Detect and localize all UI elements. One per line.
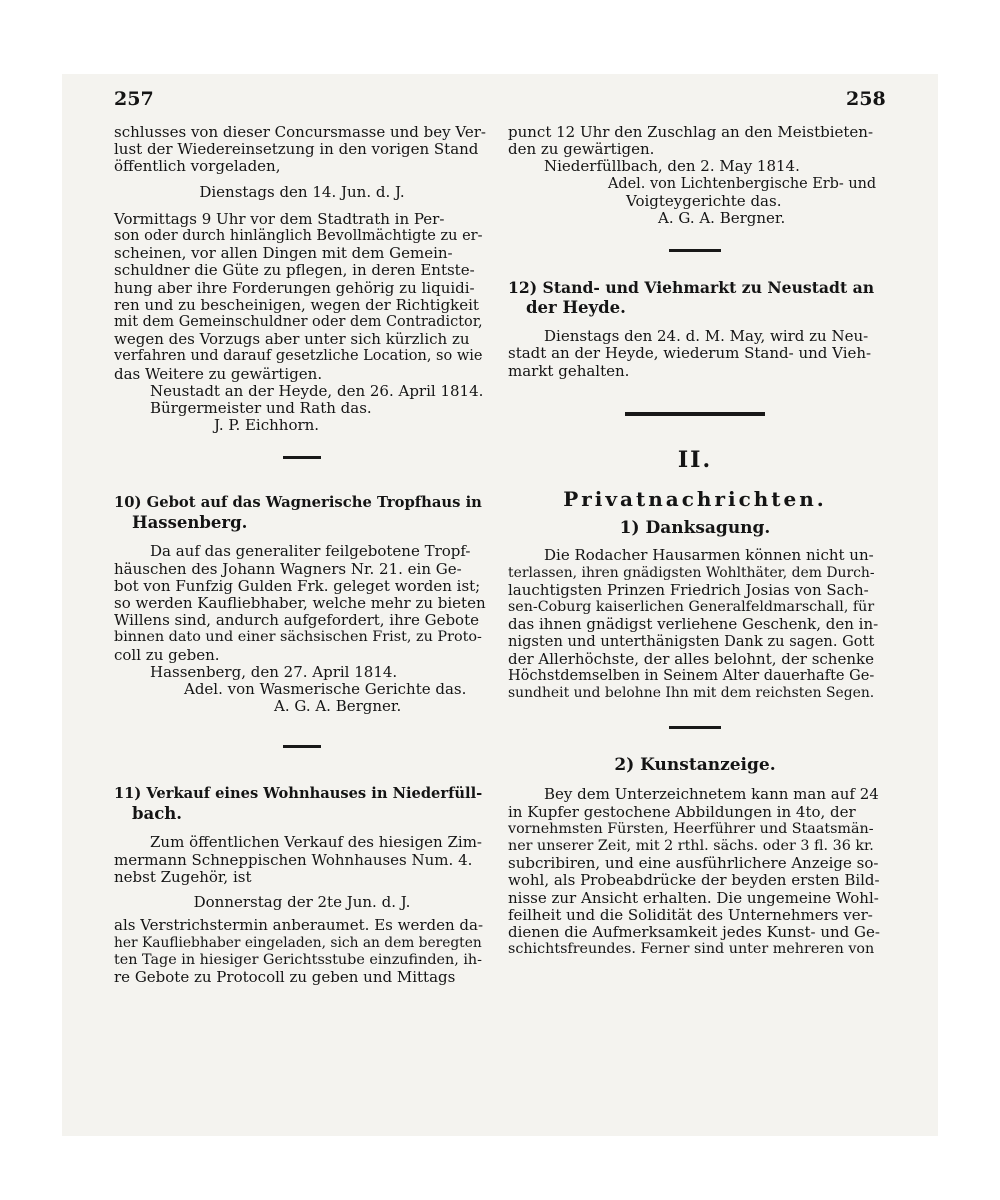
section-title-line: 11) Verkauf eines Wohnhauses in Niederfüll-: [114, 785, 483, 803]
section-title-line: der Heyde.: [526, 298, 626, 318]
text-line: sundheit und belohne Ihn mit dem reichsten Segen.: [508, 685, 875, 702]
section-11-title: [114, 784, 490, 824]
text-line: ner unserer Zeit, mit 2 rthl. sächs. oder 3 fl. 36 kr.: [508, 838, 874, 855]
text-line: terlassen, ihren gnädigsten Wohlthäter, dem Durch-: [508, 564, 875, 581]
text-line: her Kaufliebhaber eingeladen, sich an dem beregten: [114, 934, 482, 951]
section-title-line: 12) Stand- und Viehmarkt zu Neustadt an: [508, 278, 875, 298]
text-line: nebst Zugehör, ist: [114, 867, 252, 886]
text-line: Die Rodacher Hausarmen können nicht un-: [544, 546, 874, 565]
section-11-body-continued: [114, 917, 490, 986]
text-line: bot von Funfzig Gulden Frk. geleget worden ist;: [114, 576, 481, 595]
text-line: Höchstdemselben in Seinem Alter dauerhafte Ge-: [508, 667, 875, 684]
authority: Adel. von Wasmerische Gerichte das.: [184, 680, 467, 699]
text-line: ten Tage in hiesiger Gerichtsstube einzufinden, ih-: [114, 951, 483, 968]
subsection-title: 1) Danksagung.: [619, 518, 771, 539]
text-line: öffentlich vorgeladen,: [114, 157, 281, 176]
signature: J. P. Eichhorn.: [214, 416, 320, 435]
right-column: [508, 124, 882, 959]
intro-paragraph: [114, 124, 490, 176]
section-10-body: [114, 543, 490, 663]
separator-rule-long: [625, 412, 765, 416]
part-numeral: II.: [677, 446, 713, 473]
kunstanzeige-body: [508, 786, 882, 958]
authority: Bürgermeister und Rath das.: [150, 399, 372, 418]
text-line: schuldner die Güte zu pflegen, in deren Entste-: [114, 261, 475, 280]
section-title-line: bach.: [132, 804, 183, 824]
text-line: als Verstrichstermin anberaumet. Es werden da-: [114, 916, 484, 935]
page-number-left: 257: [114, 88, 154, 110]
text-line: mit dem Gemeinschuldner oder dem Contradictor,: [114, 314, 483, 331]
subsection-title: 2) Kunstanzeige.: [614, 755, 776, 776]
text-line: subcribiren, und eine ausführlichere Anzeige so-: [508, 854, 879, 873]
section-12-body: [508, 328, 882, 380]
authority: Adel. von Lichtenbergische Erb- und: [608, 175, 877, 192]
place-date: Niederfüllbach, den 2. May 1814.: [544, 157, 800, 176]
text-line: vornehmsten Fürsten, Heerführer und Staatsmän-: [508, 820, 874, 837]
body-paragraph: [114, 211, 490, 383]
text-line: punct 12 Uhr den Zuschlag an den Meistbieten-: [508, 123, 874, 141]
section-11-body: [114, 834, 490, 886]
date-line: Dienstags den 14. Jun. d. J.: [199, 182, 405, 201]
text-line: scheinen, vor allen Dingen mit dem Gemein-: [114, 244, 453, 263]
text-line: Zum öffentlichen Verkauf des hiesigen Zim-: [150, 833, 482, 852]
text-line: der Allerhöchste, der alles belohnt, der schenke: [508, 649, 874, 668]
text-line: das ihnen gnädigst verliehene Geschenk, den in-: [508, 615, 879, 634]
text-line: Bey dem Unterzeichnetem kann man auf 24: [544, 785, 879, 804]
part-title: Privatnachrichten.: [563, 487, 827, 512]
text-line: schlusses von dieser Concursmasse und bey Ver-: [114, 123, 486, 141]
text-line: dienen die Aufmerksamkeit jedes Kunst- und Ge-: [508, 923, 880, 942]
danksagung-body: [508, 547, 882, 702]
place-date: Hassenberg, den 27. April 1814.: [150, 662, 398, 681]
intro-paragraph: [508, 124, 882, 158]
signature: A. G. A. Bergner.: [274, 697, 402, 716]
text-line: re Gebote zu Protocoll zu geben und Mittags: [114, 967, 456, 986]
text-line: Dienstags den 24. d. M. May, wird zu Neu-: [544, 327, 869, 346]
text-line: nisse zur Ansicht erhalten. Die ungemeine Wohl-: [508, 888, 879, 907]
text-line: wohl, als Probeabdrücke der beyden ersten Bild-: [508, 871, 880, 890]
text-line: das Weitere zu gewärtigen.: [114, 364, 323, 383]
text-line: binnen dato und einer sächsischen Frist, zu Proto-: [114, 629, 482, 646]
text-line: häuschen des Johann Wagners Nr. 21. ein Ge-: [114, 559, 462, 578]
text-line: markt gehalten.: [508, 361, 630, 380]
text-line: ren und zu bescheinigen, wegen der Richtigkeit: [114, 295, 479, 314]
section-title-line: 10) Gebot auf das Wagnerische Tropfhaus in: [114, 494, 482, 512]
text-line: Willens sind, andurch aufgefordert, ihre Gebote: [114, 611, 479, 630]
separator-rule: [283, 456, 321, 459]
text-line: lust der Wiedereinsetzung in den vorigen Stand: [114, 140, 479, 159]
text-line: schichtsfreundes. Ferner sind unter mehreren von: [508, 941, 875, 958]
section-title-line: Hassenberg.: [132, 513, 248, 533]
text-line: stadt an der Heyde, wiederum Stand- und Vieh-: [508, 344, 872, 363]
text-line: son oder durch hinlänglich Bevollmächtigte zu er-: [114, 228, 483, 245]
text-line: Da auf das generaliter feilgebotene Tropf-: [150, 542, 471, 561]
signature: A. G. A. Bergner.: [658, 209, 786, 228]
text-line: sen-Coburg kaiserlichen Generalfeldmarschall, für: [508, 599, 875, 616]
authority: Voigteygerichte das.: [626, 191, 782, 210]
text-line: in Kupfer gestochene Abbildungen in 4to, der: [508, 802, 856, 821]
date-line: Donnerstag der 2te Jun. d. J.: [193, 893, 411, 912]
text-line: nigsten und unterthänigsten Dank zu sagen. Gott: [508, 633, 875, 651]
place-date: Neustadt an der Heyde, den 26. April 1814.: [150, 381, 484, 400]
text-line: so werden Kaufliebhaber, welche mehr zu bieten: [114, 594, 486, 613]
text-line: wegen des Vorzugs aber unter sich kürzlich zu: [114, 330, 470, 349]
section-10-title: [114, 493, 490, 533]
separator-rule: [283, 745, 321, 748]
section-12-title: [508, 278, 882, 318]
text-line: hung aber ihre Forderungen gehörig zu liquidi-: [114, 278, 475, 297]
text-line: Vormittags 9 Uhr vor dem Stadtrath in Per-: [114, 209, 445, 228]
text-line: verfahren und darauf gesetzliche Location, so wie: [114, 348, 483, 365]
text-line: lauchtigsten Prinzen Friedrich Josias von Sach-: [508, 580, 869, 599]
separator-rule: [669, 249, 721, 252]
page-number-right: 258: [846, 88, 886, 110]
text-line: coll zu geben.: [114, 645, 220, 664]
separator-rule: [669, 726, 721, 729]
left-column: [114, 124, 490, 986]
text-line: mermann Schneppischen Wohnhauses Num. 4.: [114, 850, 473, 869]
text-line: den zu gewärtigen.: [508, 140, 655, 159]
text-line: feilheit und die Solidität des Unternehmers ver-: [508, 905, 873, 924]
